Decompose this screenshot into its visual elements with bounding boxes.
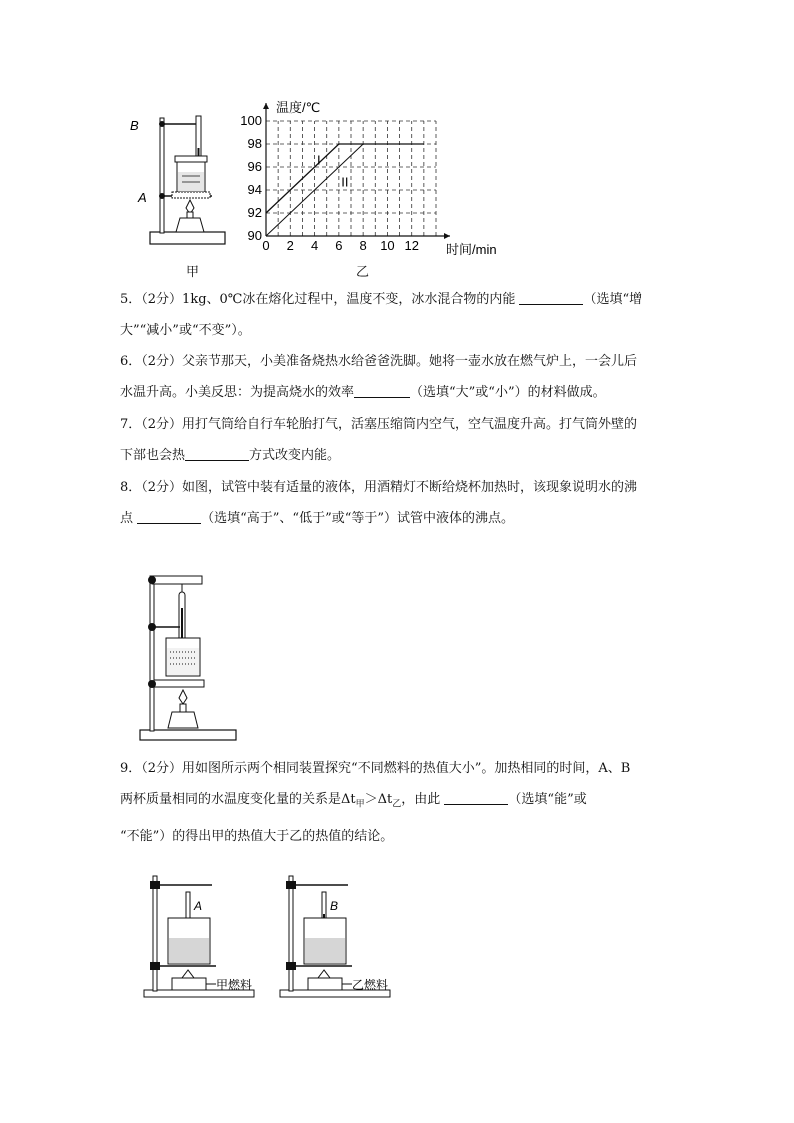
figure-label-yi: 乙 [356,265,370,280]
y-axis-arrow [263,103,269,109]
y-tick-label: 94 [247,182,262,197]
q9-line2-c: （选填“能”或 [508,792,587,807]
question-8 [120,472,676,534]
q8-line2-b: （选填“高于”、“低于”或“等于”）试管中液体的沸点。 [201,511,515,526]
question-6 [120,346,676,408]
q8-apparatus-figure [136,572,240,744]
q6-line1: 6．（2分）父亲节那天，小美准备烧热水给爸爸洗脚。她将一壶水放在燃气炉上，一会儿后 [120,354,638,369]
q9-fuel-yi-label: 乙燃料 [352,978,389,992]
q7-line2-b: 方式改变内能。 [249,448,341,463]
y-tick-label: 100 [240,113,262,128]
x-tick-label: 2 [286,238,294,253]
y-tick-label: 90 [247,228,262,243]
q9-line1: 9．（2分）用如图所示两个相同装置探究“不同燃料的热值大小”。加热相同的时间，A、B [120,761,631,776]
q9-line2-a: 两杯质量相同的水温度变化量的关系是Δt [120,792,356,807]
q8-line1: 8．（2分）如图，试管中装有适量的液体，用酒精灯不断给烧杯加热时，该现象说明水的沸 [120,480,638,495]
x-axis-arrow [444,233,450,239]
temperature-time-chart [236,92,526,262]
figure-label-jia: 甲 [186,265,200,280]
q5-line1: 5．（2分）1kg、0℃冰在熔化过程中，温度不变，冰水混合物的内能 [120,292,520,307]
q9-apparatus-figure [140,870,400,1002]
q9-fuel-jia-label: 甲燃料 [216,978,253,992]
x-tick-label: 10 [380,238,395,253]
chart-x-axis-label: 时间/min [446,242,497,257]
q9-line2-b: ，由此 [401,792,445,807]
q8-answer-blank[interactable] [137,509,201,524]
q8-line2-a: 点 [120,511,138,526]
question-9 [120,753,676,852]
y-tick-label: 96 [247,159,262,174]
q9-gt: ＞Δt [364,792,393,807]
question-5 [120,284,676,346]
question-7 [120,409,676,471]
y-tick-label: 98 [247,136,262,151]
q6-answer-blank[interactable] [354,383,410,398]
q7-line1: 7．（2分）用打气筒给自行车轮胎打气，活塞压缩筒内空气，空气温度升高。打气筒外壁的 [120,417,638,432]
q9-answer-blank[interactable] [444,790,508,805]
q9-sub-yi: 乙 [392,799,402,810]
apparatus-jia-figure [130,108,230,253]
q6-line2-b: （选填“大”或“小”）的材料做成。 [410,385,606,400]
y-tick-label: 92 [247,205,262,220]
q9-sub-jia: 甲 [355,799,365,810]
chart-y-axis-label: 温度/℃ [276,100,321,115]
q7-line2-a: 下部也会热 [120,448,186,463]
q5-answer-blank[interactable] [519,290,583,305]
label-a: A [138,190,147,205]
x-tick-label: 8 [359,238,367,253]
series-label-2: II [341,174,349,190]
x-tick-label: 4 [310,238,319,253]
x-tick-label: 12 [404,238,419,253]
x-tick-label: 6 [335,238,343,253]
series-label-1: I [317,152,321,168]
x-tick-label: 0 [262,238,270,253]
q5-line1-end: （选填“增 [583,292,643,307]
q6-line2-a: 水温升高。小美反思：为提高烧水的效率 [120,385,355,400]
q9-label-a: A [194,899,203,913]
q9-line3: “不能”）的得出甲的热值大于乙的热值的结论。 [120,828,394,844]
label-b: B [130,118,139,133]
q9-label-b: B [330,899,339,913]
q7-answer-blank[interactable] [185,446,249,461]
q5-line2: 大”“减小”或“不变”）。 [120,323,251,338]
